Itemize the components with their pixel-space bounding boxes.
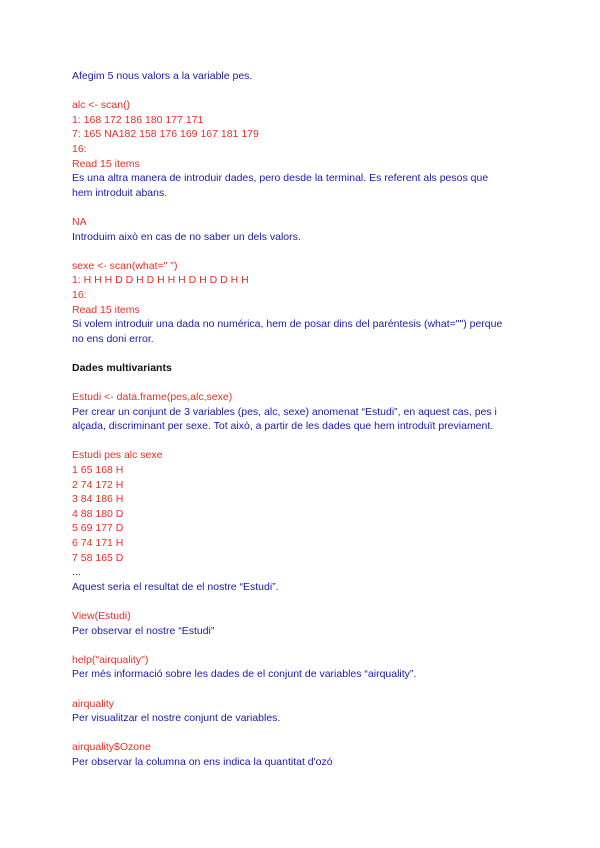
paragraph-gap [72,346,542,361]
section-heading: Dades multivariants [72,361,172,374]
code-line: 1 65 168 H [72,464,124,477]
text-line: Per observar la columna on ens indica la quantitat d'ozó [72,755,333,768]
text-line: Per més informació sobre les dades de el conjunt de variables “airquality”. [72,668,417,681]
paragraph-gap [72,638,542,653]
paragraph-gap [72,434,542,449]
paragraph-gap [72,200,542,215]
code-line: Read 15 items [72,157,140,170]
text-line: Aquest seria el resultat de el nostre “Estudi”. [72,580,279,593]
text-line: hem introduit abans. [72,186,168,199]
code-line: 16: [72,142,87,155]
paragraph-gap [72,375,542,390]
code-line: 1: 168 172 186 180 177 171 [72,113,204,126]
code-line: alc <- scan() [72,99,131,112]
code-line: 16: [72,288,87,301]
code-line: airquality [72,697,115,710]
text-line: Introduim això en cas de no saber un dels valors. [72,230,301,243]
document-body [72,69,542,770]
code-line: airquality$Ozone [72,741,151,754]
code-line: Estudi <- data.frame(pes,alc,sexe) [72,391,233,404]
text-line: Afegim 5 nous valors a la variable pes. [72,70,253,82]
code-line: Read 15 items [72,303,140,316]
text-line: ... [72,566,81,579]
text-line: Per crear un conjunt de 3 variables (pes, alc, sexe) anomenat “Estudi”, en aquest cas, pes i [72,405,497,418]
paragraph-gap [72,244,542,259]
paragraph-gap [72,726,542,741]
code-line: sexe <- scan(what=" ") [72,259,178,272]
text-line: alçada, discriminant per sexe. Tot això, a partir de les dades que hem introduït previament. [72,420,494,433]
code-line: 5 69 177 D [72,522,124,535]
code-line: 6 74 171 H [72,537,124,549]
code-line: 1: H H H D D H D H H H D H D D H H [72,274,249,287]
code-line: NA [72,215,87,228]
text-line: Per visualitzar el nostre conjunt de variables. [72,712,281,725]
code-line: 7: 165 NA182 158 176 169 167 181 179 [72,128,259,141]
paragraph-gap [72,594,542,609]
code-line: 3 84 186 H [72,493,124,506]
code-line: Estudi pes alc sexe [72,449,163,462]
text-line: Per observar el nostre “Estudi” [72,624,215,637]
code-line: 7 58 165 D [72,551,124,564]
text-line: Si volem introduir una dada no numérica, hem de posar dins del paréntesis (what="") perque [72,318,503,331]
paragraph-gap [72,84,542,99]
text-line: no ens doni error. [72,332,154,345]
code-line: 2 74 172 H [72,478,124,491]
code-line: 4 88 180 D [72,507,124,520]
code-line: help("airquality") [72,653,149,666]
code-line: View(Estudi) [72,609,131,622]
text-line: Es una altra manera de introduir dades, pero desde la terminal. Es referent als pesos que [72,172,489,185]
paragraph-gap [72,682,542,697]
